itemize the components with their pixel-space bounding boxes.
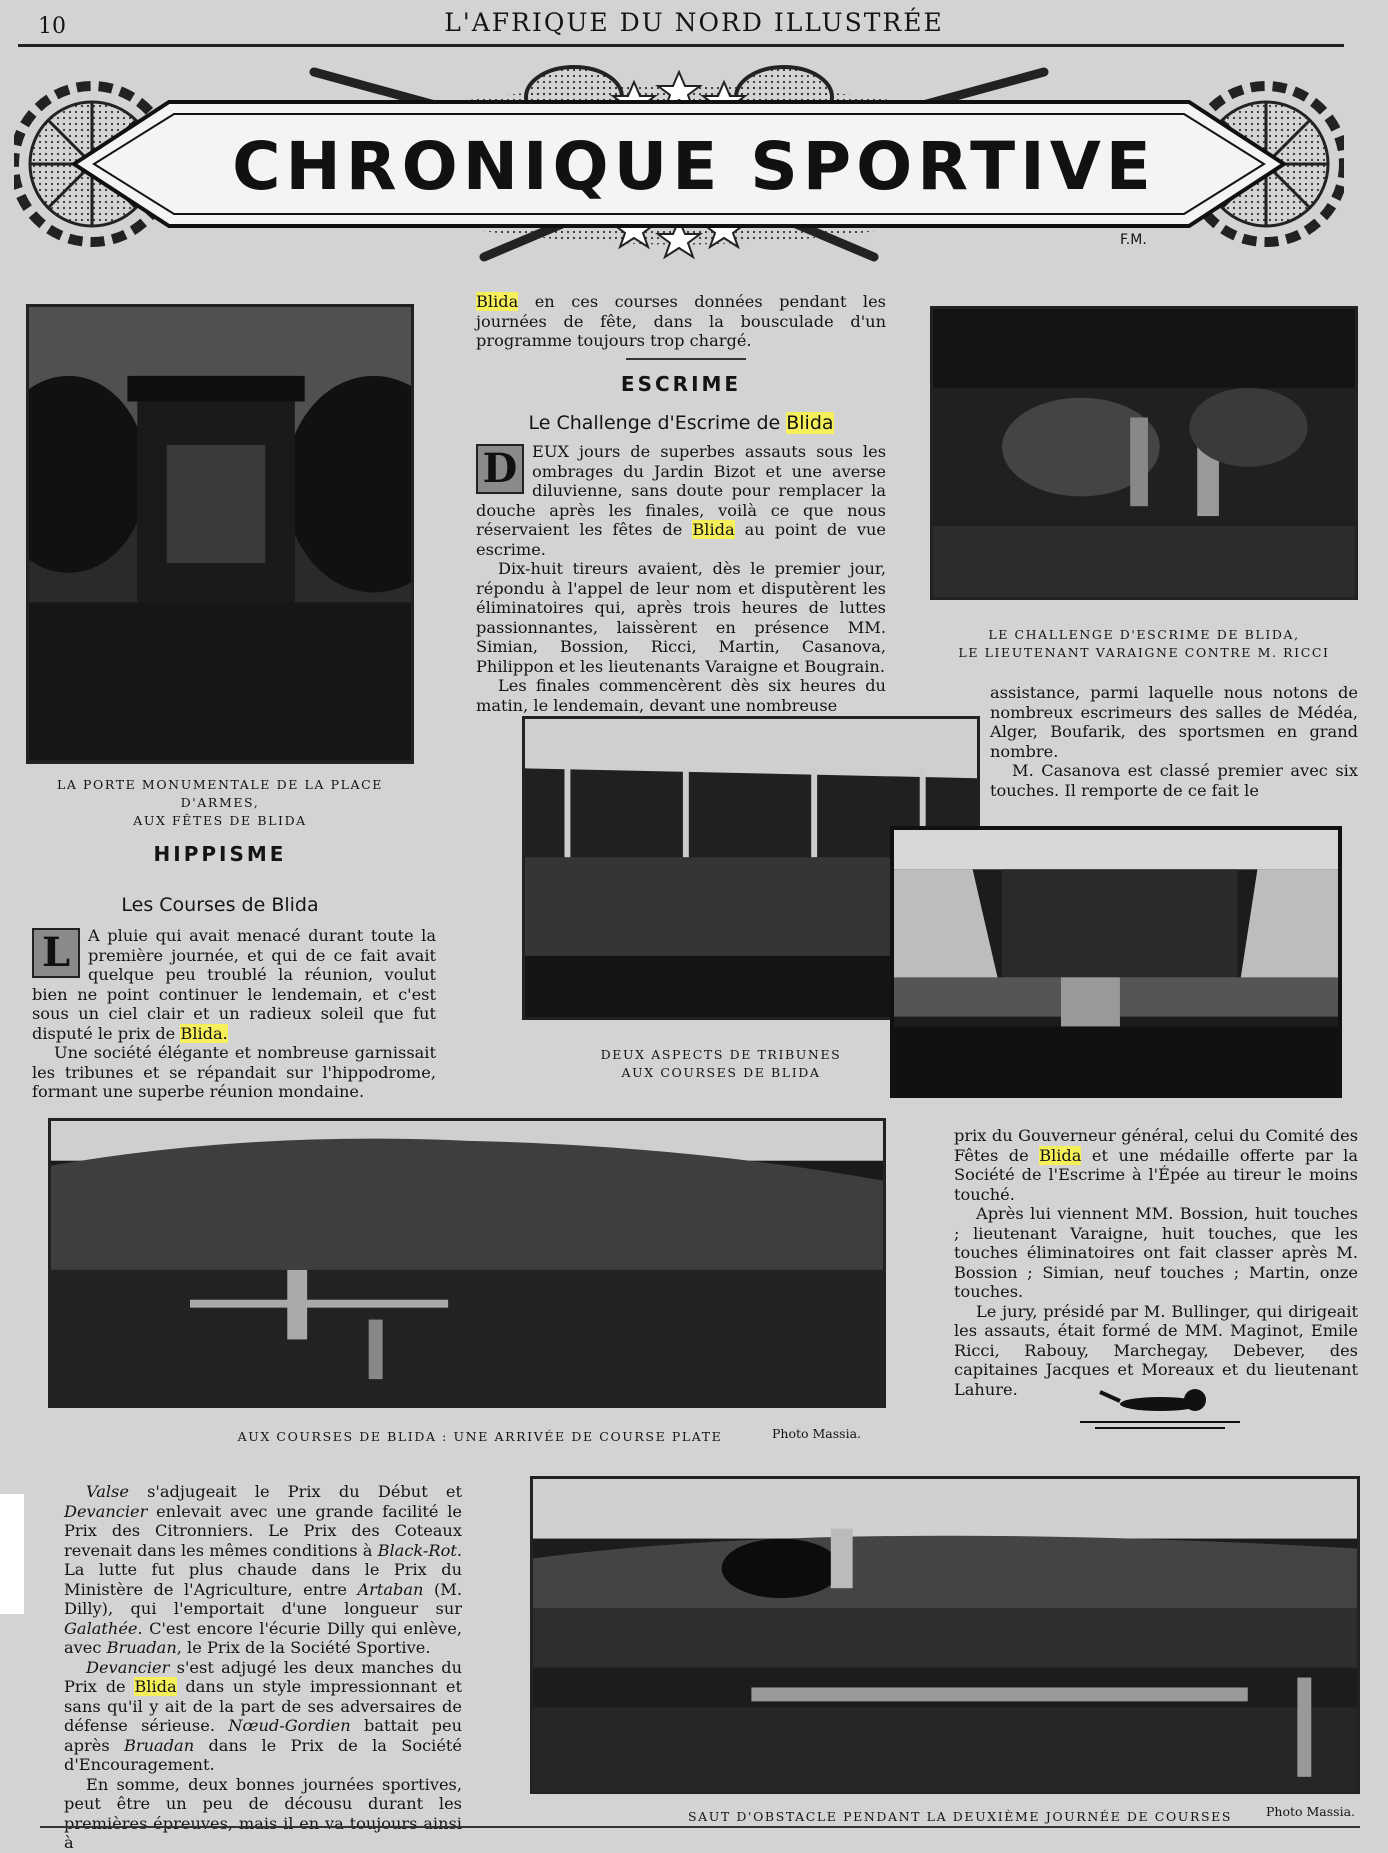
header-rule (18, 44, 1344, 47)
credit-saut: Photo Massia. (1266, 1804, 1356, 1819)
fencing-scene-image (933, 309, 1355, 599)
bottom-rule (40, 1826, 1360, 1828)
escrime-subheading (476, 412, 886, 434)
photo-porte-monumentale (26, 304, 414, 764)
courses-t2: enlevait avec une grande facilité le Prix des Citronniers. Le Prix des Coteaux revenait dans les mêmes conditions à (64, 1501, 462, 1560)
courses-t6: , le Prix de la Société Sportive. (176, 1638, 431, 1657)
escrime-cont1: assistance, parmi laquelle nous notons de nombreux escrimeurs des salles de Médéa, Alger, Boufarik, des sportsmen en grand nombre. (990, 683, 1358, 761)
escrime-cont5: Le jury, présidé par M. Bullinger, qui dirigeait les assauts, était formé de MM. Maginot, Emile Ricci, Rabouy, Marchegay, Debever, des capitaines Jacques et Moreaux et du lieutenant Lahure. (954, 1301, 1358, 1399)
escrime-heading: ESCRIME (620, 372, 742, 396)
credit-arrivee: Photo Massia. (772, 1426, 862, 1441)
escrime-p2: Dix-huit tireurs avaient, dès le premier jour, répondu à l'appel de leur nom et disputèrent les éliminatoires qui, après trois heures de luttes passionnantes, laissèrent en présence MM. Simian, Bossion, Ricci, Martin, Casanova, Philippon et les lieutenants Varaigne et Bougrain. (476, 559, 886, 676)
courses-p2-d: dans le Prix de la Société d'Encouragement. (64, 1735, 462, 1774)
blida-highlight: Blida (1039, 1145, 1082, 1165)
caption-tribunes (522, 1046, 920, 1082)
escrime-p3: Les finales commencèrent dès six heures du matin, le lendemain, devant une nombreuse (476, 676, 886, 715)
section-divider (626, 358, 746, 360)
caption-arrivee: AUX COURSES DE BLIDA : UNE ARRIVÉE DE COURSE PLATE (237, 1429, 723, 1444)
caption-escrime (930, 626, 1358, 662)
caption-tribunes-line2: AUX COURSES DE BLIDA (621, 1065, 821, 1080)
horse-galathee: Galathée (64, 1618, 138, 1638)
escrime-intro (476, 292, 886, 351)
hippisme-subheading: Les Courses de Blida (121, 894, 319, 916)
escrime-continuation (990, 683, 1358, 800)
photo-tribunes-2 (890, 826, 1342, 1098)
escrime-p1-text: EUX jours de superbes assauts sous les ombrages du Jardin Bizot et une averse diluvienne, sans doute pour remplacer la douche après les finales, voilà ce que nous réservaient les fêtes de (476, 442, 886, 539)
caption-escrime-line1: LE CHALLENGE D'ESCRIME DE BLIDA, (988, 627, 1300, 642)
caption-porte (26, 776, 414, 830)
escrime-p1-end: au point de vue escrime. (476, 520, 886, 559)
blida-highlight: Blida. (180, 1023, 228, 1043)
caption-porte-line2: AUX FÊTES DE BLIDA (133, 813, 307, 828)
hippisme-body (32, 926, 436, 1102)
photo-saut-obstacle (530, 1476, 1360, 1794)
courses-p2-a: s'est adjugé les deux manches du Prix de (64, 1657, 462, 1696)
courses-t1: s'adjugeait le Prix du Début et (128, 1482, 462, 1501)
grandstand-scene-image (894, 830, 1338, 1097)
courses-t5: . C'est encore l'écurie Dilly qui enlève, avec (64, 1618, 462, 1657)
caption-escrime-line2: LE LIEUTENANT VARAIGNE CONTRE M. RICCI (958, 645, 1330, 660)
banner-title: CHRONIQUE SPORTIVE (232, 128, 1156, 205)
page-number: 10 (38, 14, 66, 39)
hippisme-p1-text: A pluie qui avait menacé durant toute la première journée, et qui de ce fait avait quelque peu troublé la réunion, voulut bien ne point continuer le lendemain, et c'est sous un ciel clair et un radieux soleil que fut disputé le prix de (32, 926, 436, 1043)
gate-scene-image (29, 307, 411, 760)
caption-tribunes-line1: DEUX ASPECTS DE TRIBUNES (600, 1047, 842, 1062)
steeplechase-scene-image (533, 1479, 1357, 1794)
horse-devancier-2: Devancier (86, 1657, 170, 1677)
blida-highlight: Blida (692, 520, 735, 539)
courses-p3: En somme, deux bonnes journées sportives, peut être un peu de décousu durant les premières épreuves, mais il en va toujours ainsi à (64, 1774, 462, 1852)
caption-saut: SAUT D'OBSTACLE PENDANT LA DEUXIÈME JOURNÉE DE COURSES (687, 1809, 1233, 1824)
horse-black-rot: Black-Rot (377, 1540, 457, 1560)
race-finish-scene-image (51, 1121, 883, 1408)
courses-p2-c: battait peu après (64, 1716, 462, 1755)
blida-highlight: Blida (786, 412, 834, 434)
escrime-cont3-text: prix du Gouverneur général, celui du Comité des Fêtes de (954, 1126, 1358, 1165)
artist-signature: F.M. (1120, 232, 1147, 248)
blida-highlight: Blida (476, 292, 519, 311)
hippisme-heading: HIPPISME (153, 842, 287, 866)
caption-porte-line1: LA PORTE MONUMENTALE DE LA PLACE D'ARMES, (56, 777, 384, 810)
horse-bruadan: Bruadan (106, 1638, 177, 1657)
photo-escrime (930, 306, 1358, 600)
courses-t4: (M. Dilly), qui l'emportait d'une longueur sur (64, 1579, 462, 1618)
courses-p2-b: dans un style impressionnant et sans qu'il y ait de la part de ses adversaires de défense sérieuse. (64, 1677, 462, 1735)
scan-margin-patch (0, 1494, 24, 1614)
escrime-results (954, 1126, 1358, 1399)
swimmer-ornament-icon (1080, 1386, 1240, 1436)
escrime-subheading-text: Le Challenge d'Escrime de (528, 412, 787, 434)
dropcap-d: D (476, 444, 524, 494)
horse-noeud-gordien: Nœud-Gordien (228, 1716, 351, 1735)
blida-highlight: Blida (134, 1677, 177, 1696)
horse-artaban: Artaban (357, 1579, 424, 1599)
escrime-cont3-end: et une médaille offerte par la Société de l'Escrime à l'Épée au tireur le moins touché. (954, 1145, 1358, 1204)
hippisme-p2: Une société élégante et nombreuse garnissait les tribunes et se répandait sur l'hippodrome, formant une superbe réunion mondaine. (32, 1043, 436, 1101)
horse-valse: Valse (86, 1482, 129, 1501)
escrime-cont2: M. Casanova est classé premier avec six touches. Il remporte de ce fait le (990, 761, 1358, 800)
horse-bruadan-2: Bruadan (123, 1735, 195, 1755)
photo-arrivee (48, 1118, 886, 1408)
running-title: L'AFRIQUE DU NORD ILLUSTRÉE (444, 8, 944, 37)
escrime-cont4: Après lui viennent MM. Bossion, huit touches ; lieutenant Varaigne, huit touches, que les touches éliminatoires ont fait classer après M. Bossion ; Simian, neuf touches ; Martin, onze touches. (954, 1204, 1358, 1301)
dropcap-l: L (32, 928, 80, 978)
escrime-body (476, 442, 886, 715)
escrime-intro-text: en ces courses données pendant les journées de fête, dans la bousculade d'un programme toujours trop chargé. (476, 292, 886, 350)
courses-t3: . La lutte fut plus chaude dans le Prix du Ministère de l'Agriculture, entre (64, 1540, 462, 1599)
courses-results (64, 1482, 462, 1853)
horse-devancier: Devancier (64, 1501, 148, 1521)
